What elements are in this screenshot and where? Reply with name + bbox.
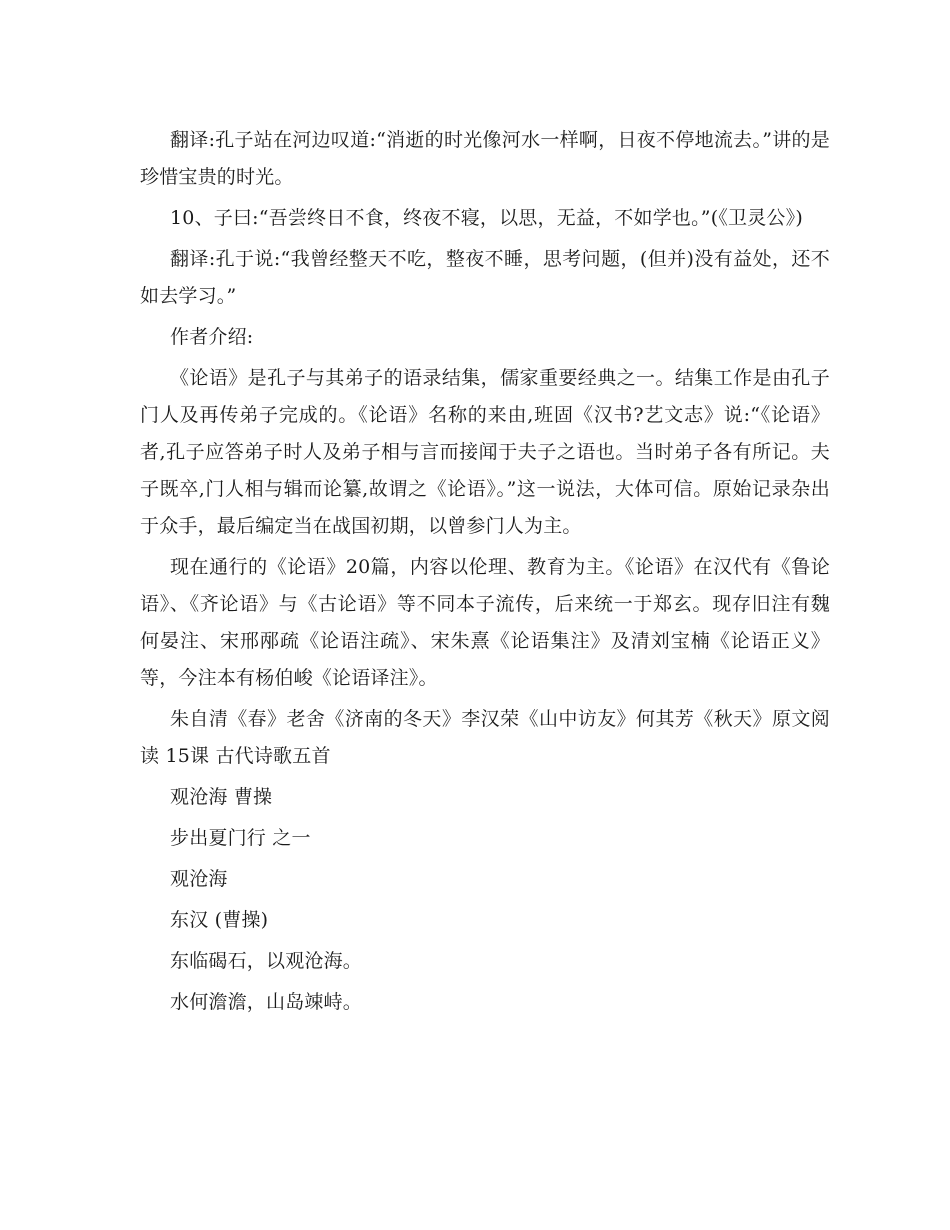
paragraph-author-heading: 作者介绍:	[170, 326, 254, 348]
paragraph-translation-1: 翻译:孔子站在河边叹道:“消逝的时光像河水一样啊，日夜不停地流去。”讲的是珍惜宝贵的时光。	[140, 129, 830, 188]
paragraph-author-intro: 《论语》是孔子与其弟子的语录结集，儒家重要经典之一。结集工作是由孔子门人及再传弟子完成的。《论语》名称的来由,班固《汉书?艺文志》说:“《论语》者,孔子应答弟子时人及弟子相与言而接闻于夫子之语也。当时弟子各有所记。夫子既卒,门人相与辑而论纂,故谓之《论语》。”这一说法，大体可信。原始记录杂出于众手，最后编定当在战国初期，以曾参门人为主。	[140, 367, 830, 537]
paragraph-current-edition: 现在通行的《论语》20篇，内容以伦理、教育为主。《论语》在汉代有《鲁论语》、《齐论语》与《古论语》等不同本子流传，后来统一于郑玄。现存旧注有魏何晏注、宋邢邴疏《论语注疏》、宋朱熹《论语集注》及清刘宝楠《论语正义》等，今注本有杨伯峻《论语译注》。	[140, 556, 830, 689]
poem-title-author: 观沧海 曹操	[170, 786, 273, 808]
poem-dynasty-author: 东汉 (曹操)	[170, 909, 269, 931]
paragraph-translation-2: 翻译:孔于说:“我曾经整天不吃，整夜不睡，思考问题，(但并)没有益处，还不如去学习。”	[140, 248, 830, 307]
poem-line-2: 水何澹澹，山岛竦峙。	[170, 991, 363, 1013]
poem-title: 观沧海	[170, 868, 228, 890]
document-body	[140, 122, 830, 1025]
paragraph-quote-10: 10、子曰:“吾尝终日不食，终夜不寝，以思，无益，不如学也。”(《卫灵公》)	[170, 207, 803, 229]
poem-line-1: 东临碣石，以观沧海。	[170, 950, 363, 972]
paragraph-reading-list: 朱自清《春》老舍《济南的冬天》李汉荣《山中访友》何其芳《秋天》原文阅读 15课 古代诗歌五首	[140, 708, 830, 767]
poem-subtitle: 步出夏门行 之一	[170, 827, 311, 849]
